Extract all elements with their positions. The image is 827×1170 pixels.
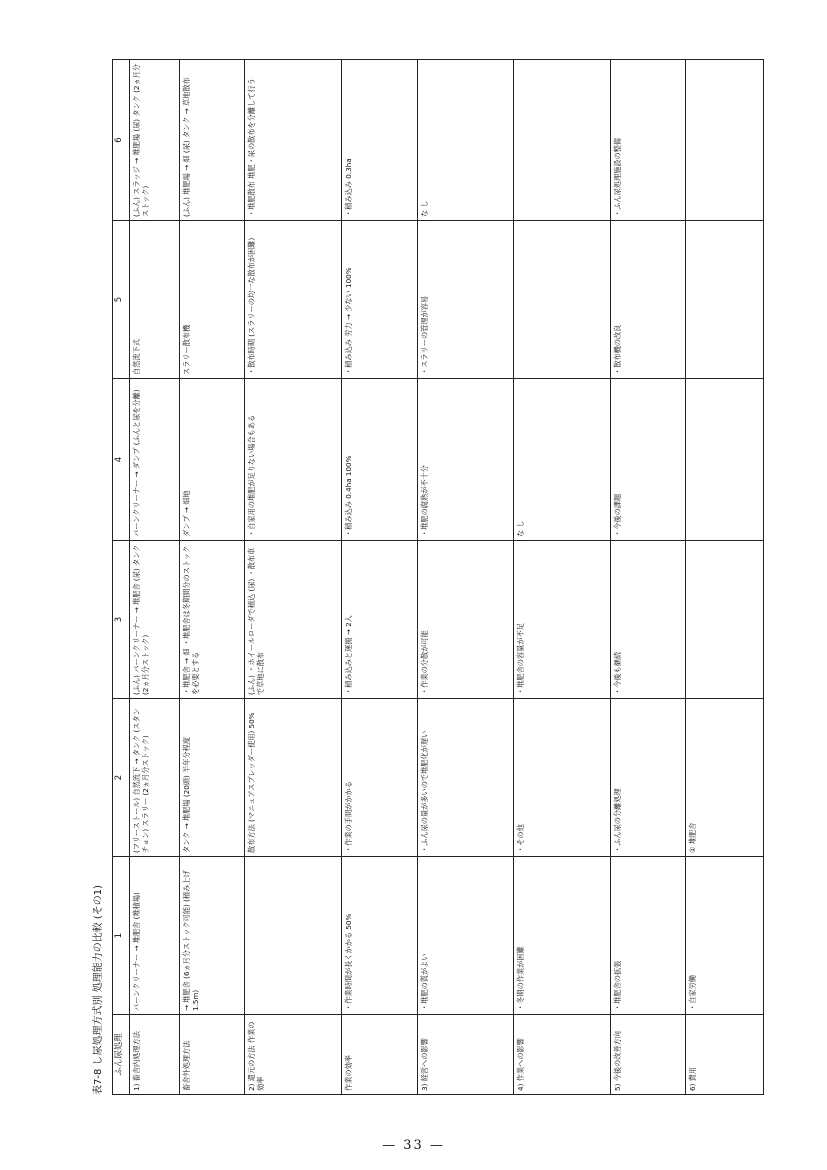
page-number: — 33 — [382,1138,445,1153]
table-cell: な し [514,379,611,541]
row-header: 畜舎外処理方法 [180,1015,245,1095]
table-row [342,60,418,1095]
table-cell: な し [417,60,514,221]
table-cell: ・冬期の作業が困難 [514,857,611,1015]
table-cell: ・その他 [514,699,611,857]
header-cell: 4 [113,379,130,541]
row-header: 6) 費用 [686,1015,764,1095]
table-row [245,60,342,1095]
table-cell: ・散布時期 (スラリーの均一な散布が困難) [245,221,342,379]
table-row [417,60,514,1095]
table-cell: 自然流下式 [130,221,180,379]
table-cell: タンク → 堆肥場 (20頭) 半年分程度 [180,699,245,857]
header-cell: 5 [113,221,130,379]
table-row [130,60,180,1095]
rotated-table-block [90,60,770,1095]
row-header: 4) 作業への影響 [514,1015,611,1095]
header-cell: 3 [113,541,130,699]
table-cell [245,857,342,1015]
table-cell: ・積み込み 0.3ha [342,60,418,221]
table-cell: (ふん) 堆肥場 → 畑 (尿) タンク → 草地散布 [180,60,245,221]
table-cell: → 堆肥舎 (6ヵ月分ストック可能) (積み上げ 1.5m) [180,857,245,1015]
header-cell: 1 [113,857,130,1015]
row-header: 5) 今後の改善方向 [610,1015,686,1095]
table-cell: ・散布機の改良 [610,221,686,379]
table-cell: ・積み込み 0.4ha 100% [342,379,418,541]
table-row [610,60,686,1095]
header-cell: ふん尿処理 [113,1015,130,1095]
table-cell: (ふん) ・ホイールローダで積込 (尿) ・散布車で草地に散布 [245,541,342,699]
table-cell: ・ふん尿処理施設の整備 [610,60,686,221]
table-cell: (ふん) スラッジ → 堆肥場 (尿) タンク (2ヵ月分ストック) [130,60,180,221]
comparison-table [112,59,764,1095]
table-cell: ・堆肥舎の拡張 [610,857,686,1015]
table-cell: ・堆肥の質がよい [417,857,514,1015]
row-header: 作業の効率 [342,1015,418,1095]
table-cell: ・堆肥散布 堆肥・尿の散布を分離して行う [245,60,342,221]
table-cell: ・堆肥の腐熟が不十分 [417,379,514,541]
table-cell: (フリーストール) 自然流下 → タンク (スタンチョン) スラリー (2ヵ月分ストック) [130,699,180,857]
row-header: 2) 還元の方法 作業の効率 [245,1015,342,1095]
table-cell [514,221,611,379]
table-cell: バーンクリーナー → ダンプ (ふんと尿を分離) [130,379,180,541]
table-cell: バーンクリーナー → 堆肥舎 (堆積場) [130,857,180,1015]
table-cell: ダンプ → 畑地 [180,379,245,541]
table-cell [686,221,764,379]
table-cell: ・作業の手間がかかる [342,699,418,857]
table-caption: 表7-8 し尿処理方式別 処理能力の比較 (その1) [93,884,104,1095]
table-cell: ・今後の課題 [610,379,686,541]
header-cell: 6 [113,60,130,221]
header-cell: 2 [113,699,130,857]
row-header: 3) 経営への影響 [417,1015,514,1095]
table-cell: ・自家用の堆肥が足りない場合もある [245,379,342,541]
table-cell: ・作業の分散が可能 [417,541,514,699]
table-cell: ・ふん尿の分離処理 [610,699,686,857]
table-cell: (ふん) バーンクリーナー → 堆肥舎 (尿) タンク (2ヵ月分ストック) [130,541,180,699]
table-cell: ・今後も継続 [610,541,686,699]
header-row [113,60,130,1095]
table-cell: ① 堆肥舎 [686,699,764,857]
table-cell: ・自家労働 [686,857,764,1015]
table-cell: ・積み込み 労力 → 少ない 100% [342,221,418,379]
table-cell: ・ふん尿の量が多いので堆肥化が遅い [417,699,514,857]
table-cell: ・堆肥舎 → 畑 ・堆肥舎は冬期間分のストックを必要とする [180,541,245,699]
table-cell: ・スラリーの管理が容易 [417,221,514,379]
table-cell [686,60,764,221]
table-row [686,60,764,1095]
row-header: 1) 畜舎内処理方法 [130,1015,180,1095]
table-cell [686,541,764,699]
table-cell: ・堆肥舎の容量が不足 [514,541,611,699]
table-cell: 散布方法 (マニュアスプレッダー使用) 50% [245,699,342,857]
table-cell: ・積み込みと運搬 → 2人 [342,541,418,699]
table-cell [514,60,611,221]
table-cell: ・作業時間が長くかかる 50% [342,857,418,1015]
table-cell [686,379,764,541]
table-cell: スラリー散布機 [180,221,245,379]
table-row [180,60,245,1095]
table-row [514,60,611,1095]
